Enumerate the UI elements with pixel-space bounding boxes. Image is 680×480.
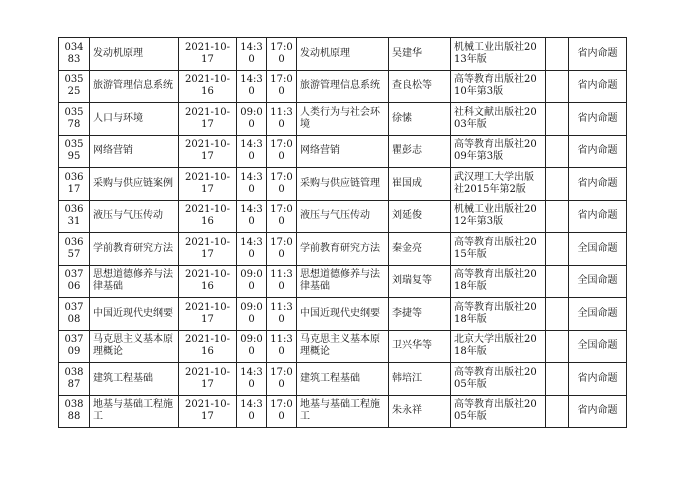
- publisher-cell: 机械工业出版社2013年版: [451, 38, 546, 71]
- blank-cell: [546, 233, 569, 266]
- end-time-cell: 17:00: [267, 363, 297, 396]
- exam-date-cell: 2021-10-16: [179, 200, 237, 233]
- course-name-cell: 网络营销: [90, 135, 179, 168]
- start-time-cell: 14:30: [237, 200, 267, 233]
- end-time-cell: 17:00: [267, 38, 297, 71]
- author-cell: 崔国成: [389, 168, 451, 201]
- author-cell: 刘延俊: [389, 200, 451, 233]
- blank-cell: [546, 298, 569, 331]
- table-row: [59, 200, 627, 233]
- publisher-cell: 北京大学出版社2018年版: [451, 330, 546, 363]
- course-code-cell: 03617: [59, 168, 90, 201]
- exam-type-cell: 全国命题: [569, 265, 627, 298]
- publisher-cell: 高等教育出版社2005年版: [451, 363, 546, 396]
- author-cell: 查良松等: [389, 70, 451, 103]
- start-time-cell: 14:30: [237, 363, 267, 396]
- textbook-title-cell: 液压与气压传动: [297, 200, 389, 233]
- start-time-cell: 14:30: [237, 168, 267, 201]
- blank-cell: [546, 70, 569, 103]
- start-time-cell: 09:00: [237, 298, 267, 331]
- start-time-cell: 09:00: [237, 103, 267, 136]
- start-time-cell: 14:30: [237, 38, 267, 71]
- course-name-cell: 采购与供应链案例: [90, 168, 179, 201]
- exam-type-cell: 省内命题: [569, 200, 627, 233]
- course-name-cell: 思想道德修养与法律基础: [90, 265, 179, 298]
- author-cell: 刘瑞复等: [389, 265, 451, 298]
- publisher-cell: 高等教育出版社2005年版: [451, 395, 546, 428]
- author-cell: 秦金亮: [389, 233, 451, 266]
- course-name-cell: 旅游管理信息系统: [90, 70, 179, 103]
- exam-date-cell: 2021-10-17: [179, 363, 237, 396]
- end-time-cell: 17:00: [267, 168, 297, 201]
- author-cell: 李捷等: [389, 298, 451, 331]
- course-name-cell: 人口与环境: [90, 103, 179, 136]
- course-name-cell: 中国近现代史纲要: [90, 298, 179, 331]
- exam-type-cell: 全国命题: [569, 233, 627, 266]
- textbook-title-cell: 网络营销: [297, 135, 389, 168]
- table-row: [59, 395, 627, 428]
- exam-type-cell: 全国命题: [569, 298, 627, 331]
- table-row: [59, 135, 627, 168]
- exam-type-cell: 全国命题: [569, 330, 627, 363]
- blank-cell: [546, 168, 569, 201]
- end-time-cell: 17:00: [267, 135, 297, 168]
- blank-cell: [546, 38, 569, 71]
- exam-type-cell: 省内命题: [569, 168, 627, 201]
- end-time-cell: 17:00: [267, 70, 297, 103]
- exam-type-cell: 省内命题: [569, 363, 627, 396]
- course-name-cell: 液压与气压传动: [90, 200, 179, 233]
- start-time-cell: 09:00: [237, 265, 267, 298]
- publisher-cell: 武汉理工大学出版社2015年第2版: [451, 168, 546, 201]
- blank-cell: [546, 330, 569, 363]
- exam-type-cell: 省内命题: [569, 38, 627, 71]
- publisher-cell: 高等教育出版社2009年第3版: [451, 135, 546, 168]
- publisher-cell: 机械工业出版社2012年第3版: [451, 200, 546, 233]
- publisher-cell: 高等教育出版社2010年第3版: [451, 70, 546, 103]
- textbook-title-cell: 发动机原理: [297, 38, 389, 71]
- exam-date-cell: 2021-10-17: [179, 298, 237, 331]
- end-time-cell: 17:00: [267, 233, 297, 266]
- author-cell: 朱永祥: [389, 395, 451, 428]
- exam-type-cell: 省内命题: [569, 135, 627, 168]
- blank-cell: [546, 395, 569, 428]
- author-cell: 卫兴华等: [389, 330, 451, 363]
- exam-date-cell: 2021-10-17: [179, 233, 237, 266]
- course-code-cell: 03708: [59, 298, 90, 331]
- end-time-cell: 11:30: [267, 298, 297, 331]
- exam-schedule-table: [58, 37, 627, 428]
- textbook-title-cell: 地基与基础工程施工: [297, 395, 389, 428]
- exam-date-cell: 2021-10-16: [179, 70, 237, 103]
- course-code-cell: 03888: [59, 395, 90, 428]
- start-time-cell: 14:30: [237, 135, 267, 168]
- author-cell: 吴建华: [389, 38, 451, 71]
- textbook-title-cell: 建筑工程基础: [297, 363, 389, 396]
- course-code-cell: 03525: [59, 70, 90, 103]
- blank-cell: [546, 363, 569, 396]
- table-row: [59, 330, 627, 363]
- table-row: [59, 38, 627, 71]
- exam-date-cell: 2021-10-17: [179, 135, 237, 168]
- course-code-cell: 03657: [59, 233, 90, 266]
- start-time-cell: 14:30: [237, 233, 267, 266]
- end-time-cell: 11:30: [267, 330, 297, 363]
- course-name-cell: 地基与基础工程施工: [90, 395, 179, 428]
- blank-cell: [546, 103, 569, 136]
- publisher-cell: 高等教育出版社2015年版: [451, 233, 546, 266]
- table-row: [59, 233, 627, 266]
- table-row: [59, 168, 627, 201]
- blank-cell: [546, 200, 569, 233]
- textbook-title-cell: 马克思主义基本原理概论: [297, 330, 389, 363]
- textbook-title-cell: 学前教育研究方法: [297, 233, 389, 266]
- table-row: [59, 363, 627, 396]
- start-time-cell: 14:30: [237, 70, 267, 103]
- exam-date-cell: 2021-10-17: [179, 103, 237, 136]
- course-code-cell: 03483: [59, 38, 90, 71]
- textbook-title-cell: 采购与供应链管理: [297, 168, 389, 201]
- table-row: [59, 298, 627, 331]
- exam-type-cell: 省内命题: [569, 395, 627, 428]
- author-cell: 徐愫: [389, 103, 451, 136]
- course-name-cell: 学前教育研究方法: [90, 233, 179, 266]
- course-code-cell: 03631: [59, 200, 90, 233]
- author-cell: 瞿彭志: [389, 135, 451, 168]
- course-code-cell: 03595: [59, 135, 90, 168]
- start-time-cell: 09:00: [237, 330, 267, 363]
- table-row: [59, 103, 627, 136]
- textbook-title-cell: 旅游管理信息系统: [297, 70, 389, 103]
- author-cell: 韩培江: [389, 363, 451, 396]
- exam-type-cell: 省内命题: [569, 70, 627, 103]
- blank-cell: [546, 265, 569, 298]
- course-name-cell: 马克思主义基本原理概论: [90, 330, 179, 363]
- end-time-cell: 17:00: [267, 395, 297, 428]
- exam-date-cell: 2021-10-16: [179, 265, 237, 298]
- exam-date-cell: 2021-10-17: [179, 38, 237, 71]
- end-time-cell: 17:00: [267, 200, 297, 233]
- exam-date-cell: 2021-10-17: [179, 168, 237, 201]
- course-code-cell: 03706: [59, 265, 90, 298]
- table-row: [59, 265, 627, 298]
- course-name-cell: 发动机原理: [90, 38, 179, 71]
- start-time-cell: 14:30: [237, 395, 267, 428]
- course-name-cell: 建筑工程基础: [90, 363, 179, 396]
- textbook-title-cell: 人类行为与社会环境: [297, 103, 389, 136]
- exam-date-cell: 2021-10-17: [179, 395, 237, 428]
- schedule-body: [59, 38, 627, 428]
- course-code-cell: 03709: [59, 330, 90, 363]
- textbook-title-cell: 中国近现代史纲要: [297, 298, 389, 331]
- course-code-cell: 03578: [59, 103, 90, 136]
- course-code-cell: 03887: [59, 363, 90, 396]
- exam-type-cell: 省内命题: [569, 103, 627, 136]
- end-time-cell: 11:30: [267, 265, 297, 298]
- textbook-title-cell: 思想道德修养与法律基础: [297, 265, 389, 298]
- exam-date-cell: 2021-10-16: [179, 330, 237, 363]
- table-row: [59, 70, 627, 103]
- publisher-cell: 高等教育出版社2018年版: [451, 298, 546, 331]
- publisher-cell: 社科文献出版社2003年版: [451, 103, 546, 136]
- blank-cell: [546, 135, 569, 168]
- end-time-cell: 11:30: [267, 103, 297, 136]
- publisher-cell: 高等教育出版社2018年版: [451, 265, 546, 298]
